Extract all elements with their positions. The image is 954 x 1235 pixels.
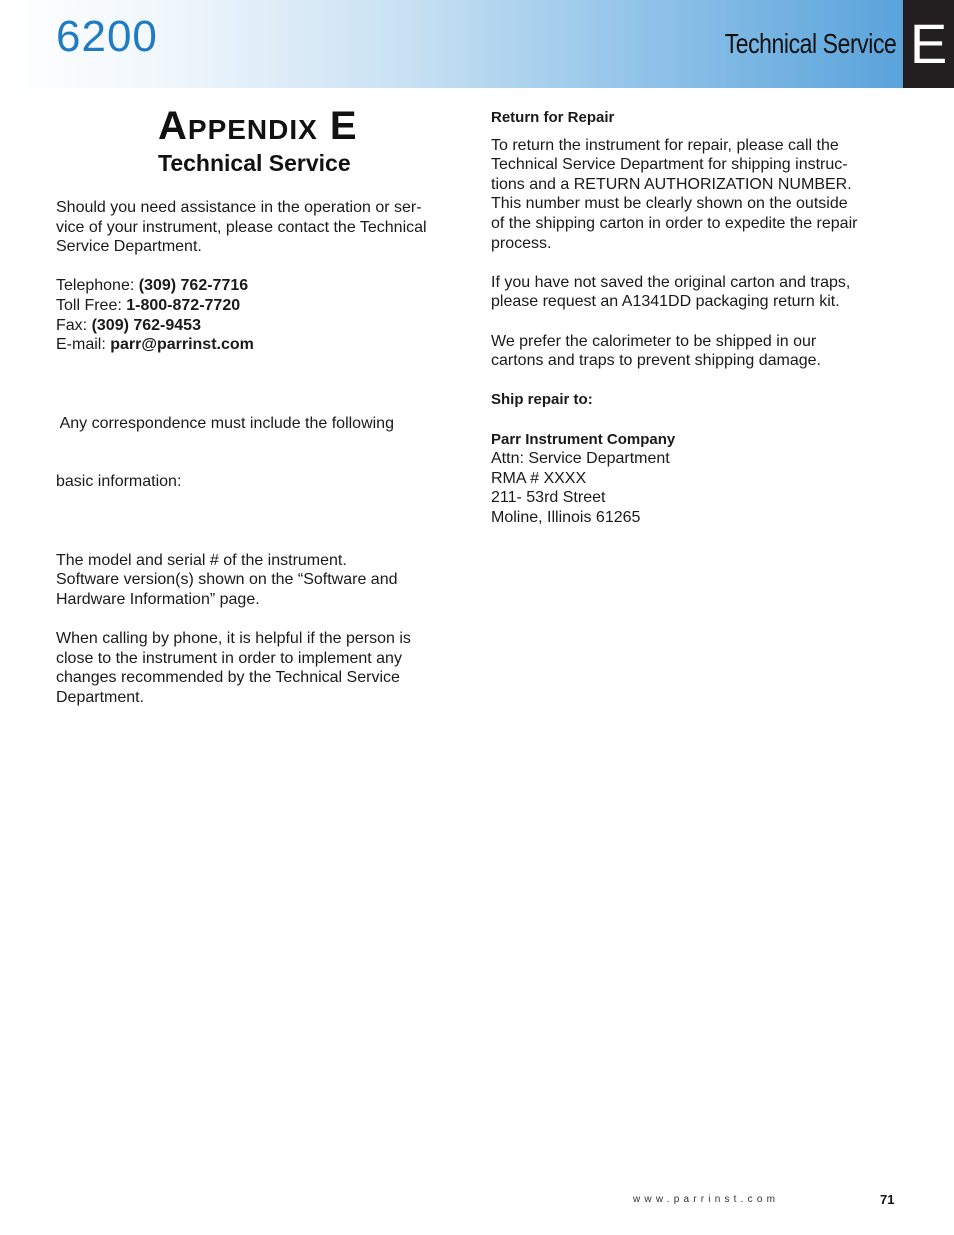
address-attn: Attn: Service Department (491, 450, 670, 468)
carton-paragraph (491, 273, 901, 312)
address-block (491, 430, 901, 528)
intro-paragraph (56, 198, 464, 257)
address-street: 211- 53rd Street (491, 489, 606, 507)
email-label: E-mail: (56, 336, 111, 354)
return-line: process. (491, 234, 552, 252)
appendix-subheading: Technical Service (158, 150, 351, 176)
intro-line: vice of your instrument, please contact the Technical (56, 218, 427, 236)
prefer-line: cartons and traps to prevent shipping damage. (491, 352, 821, 370)
return-heading-block (491, 108, 901, 128)
section-tab (903, 0, 954, 88)
prefer-line: We prefer the calorimeter to be shipped in our (491, 332, 817, 350)
email-line (56, 335, 464, 355)
info-line: The model and serial # of the instrument. (56, 551, 347, 569)
return-line: This number must be clearly shown on the outside (491, 195, 848, 213)
return-line: of the shipping carton in order to expedite the repair (491, 214, 858, 232)
return-heading: Return for Repair (491, 109, 615, 126)
fax-label: Fax: (56, 316, 92, 334)
left-column (56, 198, 464, 727)
tollfree-label: Toll Free: (56, 296, 127, 314)
tollfree-line (56, 296, 464, 316)
telephone-line (56, 276, 464, 296)
return-line: tions and a RETURN AUTHORIZATION NUMBER. (491, 175, 852, 193)
ship-label-block (491, 390, 901, 410)
fax-line (56, 316, 464, 336)
email-value: parr@parrinst.com (110, 336, 254, 354)
info-line: Software version(s) shown on the “Software and (56, 571, 398, 589)
return-line: To return the instrument for repair, please call the (491, 136, 839, 154)
section-tab-letter: E (909, 12, 948, 75)
intro-line: Service Department. (56, 238, 202, 256)
phone-line: close to the instrument in order to implement any (56, 649, 402, 667)
carton-line: please request an A1341DD packaging return kit. (491, 293, 840, 311)
contact-block (56, 276, 464, 354)
info-paragraph (56, 551, 464, 610)
return-paragraph (491, 136, 901, 254)
info-line: Hardware Information” page. (56, 590, 260, 608)
phone-paragraph (56, 629, 464, 707)
carton-line: If you have not saved the original carton and traps, (491, 273, 851, 291)
fax-value: (309) 762-9453 (91, 316, 201, 334)
address-company: Parr Instrument Company (491, 430, 676, 448)
phone-line: When calling by phone, it is helpful if the person is (56, 630, 411, 648)
page-number: 71 (880, 1192, 895, 1207)
tollfree-value: 1-800-872-7720 (126, 296, 241, 314)
footer-url: www.parrinst.com (633, 1194, 780, 1205)
telephone-label: Telephone: (56, 277, 139, 295)
intro-line: Should you need assistance in the operation or ser- (56, 199, 422, 216)
correspondence-line: Any correspondence must include the following (56, 414, 394, 432)
return-line: Technical Service Department for shipping instruc- (491, 156, 848, 174)
address-rma: RMA # XXXX (491, 469, 587, 487)
address-city: Moline, Illinois 61265 (491, 508, 641, 526)
ship-colon: : (587, 391, 593, 409)
ship-label-line (491, 390, 901, 410)
ship-label: Ship repair to (491, 391, 588, 409)
correspondence-paragraph (56, 374, 464, 531)
model-number: 6200 (56, 12, 158, 61)
correspondence-line: basic information: (56, 473, 182, 491)
telephone-value: (309) 762-7716 (138, 277, 249, 295)
phone-line: Department. (56, 688, 145, 706)
section-title: Technical Service (724, 28, 896, 59)
prefer-paragraph (491, 332, 901, 371)
phone-line: changes recommended by the Technical Service (56, 669, 400, 687)
right-column (491, 108, 901, 547)
appendix-heading: Appendix E (158, 104, 358, 148)
